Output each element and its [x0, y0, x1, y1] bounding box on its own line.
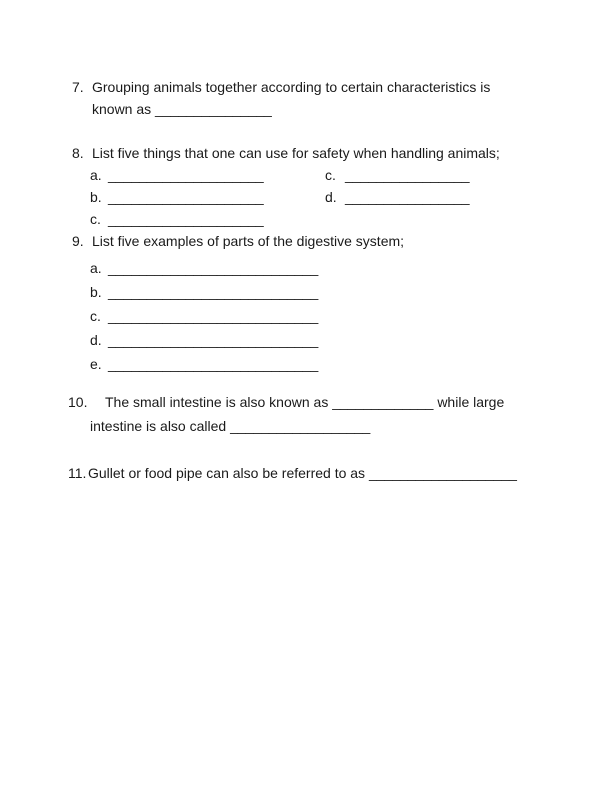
question-11-text: Gullet or food pipe can also be referred to as ___________________ — [88, 465, 517, 481]
item-label: e. — [90, 356, 102, 372]
item-label: c. — [325, 167, 336, 183]
item-label: c. — [90, 308, 101, 324]
answer-blank-line: ____________________ — [108, 167, 264, 183]
question-10-number: 10. — [68, 394, 88, 410]
question-7-number: 7. — [72, 79, 84, 95]
question-9-number: 9. — [72, 233, 84, 249]
question-10 — [0, 390, 612, 438]
question-7-line-1: Grouping animals together according to certain characteristics is — [92, 79, 491, 95]
question-8-item-b — [90, 186, 325, 208]
question-9-item-c — [0, 304, 612, 328]
answer-blank-line: ____________________ — [108, 189, 264, 205]
question-8-item-d-right — [325, 186, 470, 208]
question-8-item-a — [90, 164, 325, 186]
item-label: b. — [90, 284, 102, 300]
question-7-text — [92, 76, 612, 120]
answer-blank-line: ____________________ — [108, 211, 264, 227]
question-10-line-1: The small intestine is also known as _____________ while large — [105, 394, 505, 410]
answer-blank-line: ________________ — [345, 189, 470, 205]
question-9-item-e — [0, 352, 612, 376]
question-9 — [0, 230, 612, 252]
item-label: a. — [90, 260, 102, 276]
question-10-line-2: intestine is also called __________________ — [90, 418, 371, 434]
question-7-line-2: known as _______________ — [92, 101, 272, 117]
question-8-item-row-1 — [0, 164, 612, 186]
item-label: d. — [325, 189, 337, 205]
answer-blank-line: ___________________________ — [108, 260, 319, 276]
question-8 — [0, 142, 612, 164]
answer-blank-line: ___________________________ — [108, 284, 319, 300]
item-label: a. — [90, 167, 102, 183]
question-8-prompt: List five things that one can use for safety when handling animals; — [92, 145, 500, 161]
answer-blank-line: ___________________________ — [108, 356, 319, 372]
question-9-item-d — [0, 328, 612, 352]
question-11-number: 11. — [68, 465, 87, 481]
question-8-item-row-2 — [0, 186, 612, 208]
question-9-prompt: List five examples of parts of the digestive system; — [92, 233, 405, 249]
question-10-text — [90, 390, 612, 438]
question-8-number: 8. — [72, 145, 84, 161]
question-9-item-a — [0, 256, 612, 280]
question-8-item-c-right — [325, 164, 470, 186]
item-label: c. — [90, 211, 101, 227]
question-9-item-b — [0, 280, 612, 304]
question-8-item-c — [90, 208, 325, 230]
answer-blank-line: ___________________________ — [108, 332, 319, 348]
question-11 — [0, 462, 612, 484]
question-7 — [0, 76, 612, 120]
question-8-item-row-3 — [0, 208, 612, 230]
item-label: d. — [90, 332, 102, 348]
answer-blank-line: ___________________________ — [108, 308, 319, 324]
answer-blank-line: ________________ — [345, 167, 470, 183]
item-label: b. — [90, 189, 102, 205]
